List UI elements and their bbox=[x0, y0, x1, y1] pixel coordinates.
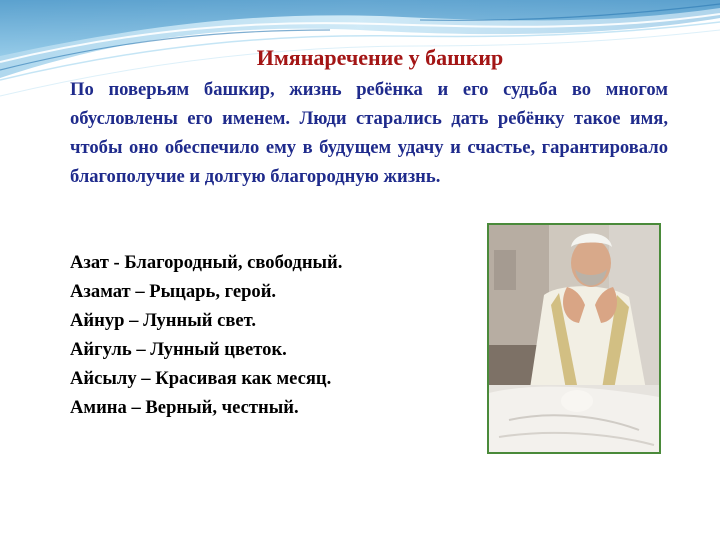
intro-paragraph: По поверьям башкир, жизнь ребёнка и его судьба во многом обусловлены его именем. Люди старались дать ребёнку такое имя, чтобы оно обеспечило ему в будущем удачу и счастье, гарантировало благополучие и долгую благородную жизнь. bbox=[70, 79, 668, 187]
name-item-azamat: Азамат – Рыцарь, герой. bbox=[70, 281, 277, 302]
name-item-aisylu: Айсылу – Красивая как месяц. bbox=[70, 368, 332, 389]
name-item-ainur: Айнур – Лунный свет. bbox=[70, 310, 257, 331]
slide-title: Имянаречение у башкир bbox=[256, 45, 504, 70]
name-item-azat: Азат - Благородный, свободный. bbox=[70, 252, 343, 273]
naming-ceremony-photo bbox=[487, 223, 661, 454]
name-item-aigul: Айгуль – Лунный цветок. bbox=[70, 339, 287, 360]
names-list bbox=[70, 248, 470, 422]
name-item-amina: Амина – Верный, честный. bbox=[70, 397, 299, 418]
photo-illustration bbox=[489, 225, 659, 452]
